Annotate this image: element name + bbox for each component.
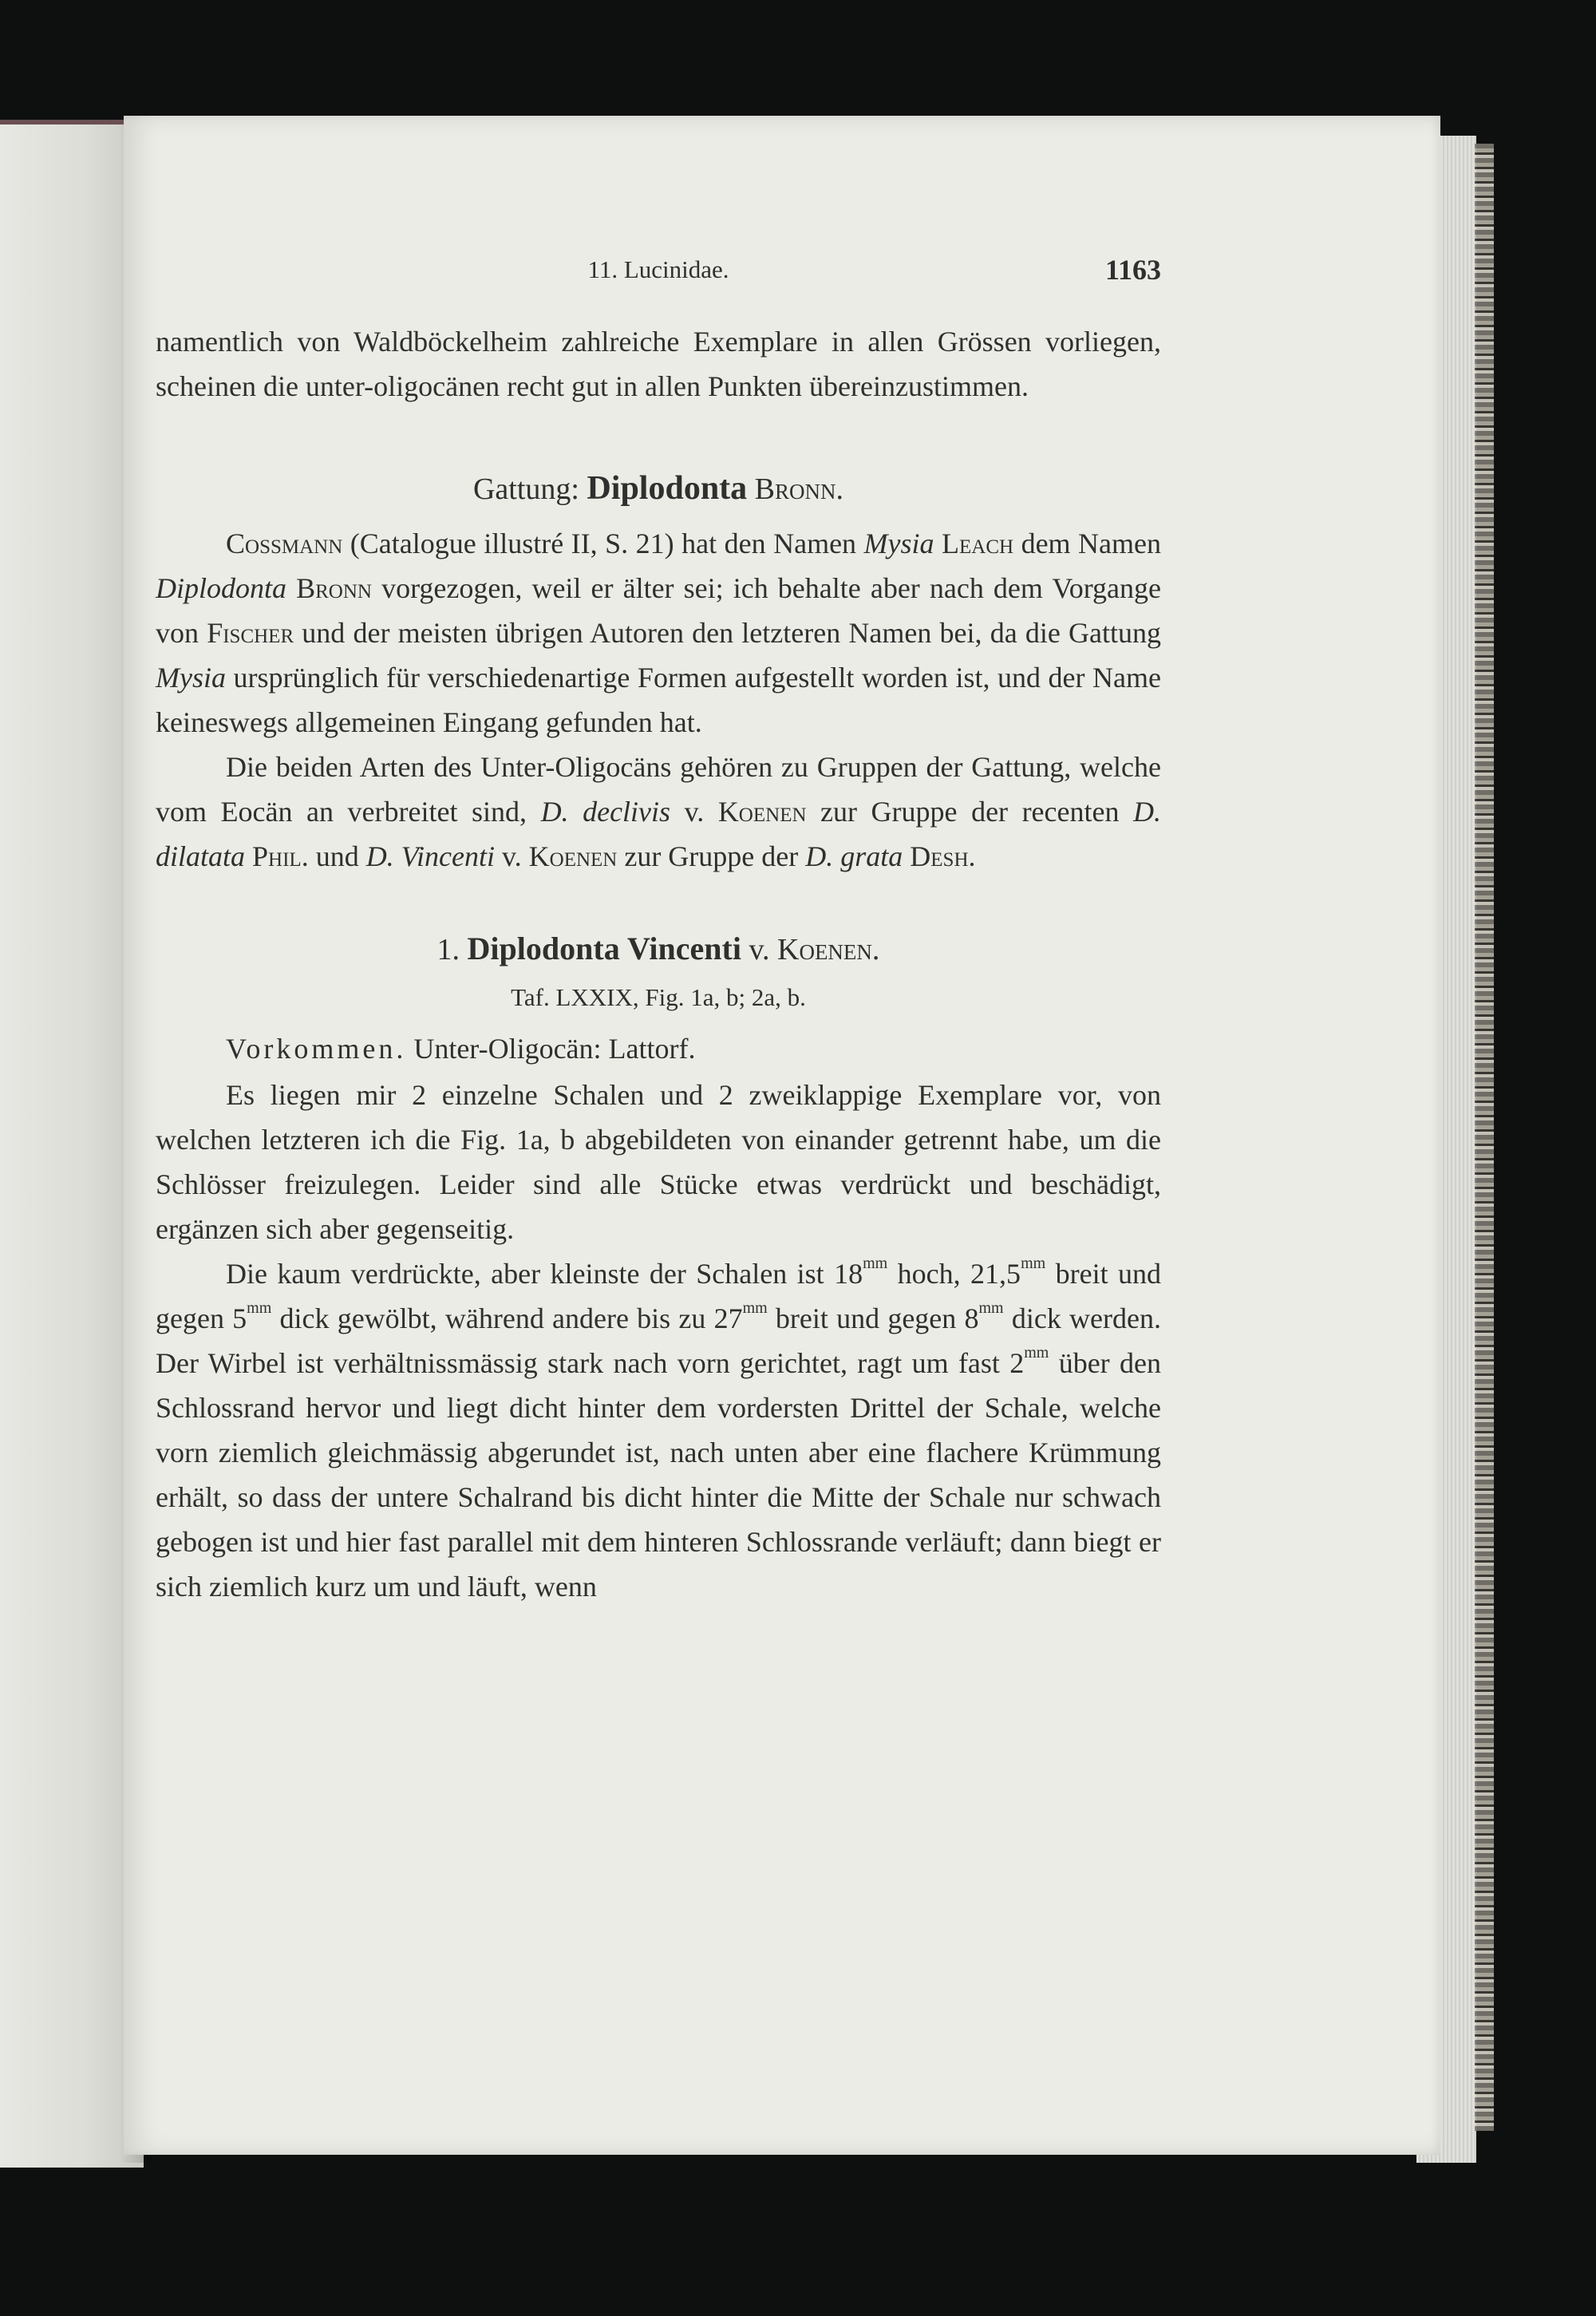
author-leach: Leach (942, 528, 1014, 559)
text-span: dem Namen (1013, 528, 1162, 559)
text-span: v. (670, 796, 718, 828)
occurrence-value: Unter-Oligocän: Lattorf. (406, 1033, 696, 1065)
occurrence-line (156, 1026, 1161, 1071)
genus-prefix: Gattung: (472, 472, 587, 506)
running-head (156, 247, 1161, 303)
text-span: hoch, 21,5 (887, 1258, 1021, 1290)
paragraph-specimens: Es liegen mir 2 einzelne Schalen und 2 zweiklappige Exemplare vor, von welchen letzteren ich die Fig. 1a, b abgebildeten von einander getrennt habe, um die Schlösser freizulegen. Leider sind alle Stücke etwas verdrückt und beschädigt, ergänzen sich aber gegenseitig. (156, 1079, 1161, 1245)
genus-heading (156, 466, 1161, 512)
unit-mm: mm (247, 1299, 272, 1317)
text-span: zur Gruppe der (617, 840, 806, 872)
page-text (156, 247, 1161, 1609)
paragraph-species-groups (156, 745, 1161, 879)
species-v: v. (749, 933, 770, 966)
text-span: v. (494, 840, 529, 872)
text-span: breit und gegen 8 (767, 1302, 979, 1334)
text-span: dick gewölbt, während andere bis zu 27 (271, 1302, 743, 1334)
author-bronn: Bronn (296, 572, 372, 604)
chapter-title: 11. Lucinidae. (587, 255, 729, 283)
text-span (245, 840, 252, 872)
unit-mm: mm (1024, 1344, 1049, 1362)
taxon-d-grata: D. grata (805, 840, 903, 872)
occurrence-label: Vorkommen. (226, 1033, 407, 1065)
text-span: zur Gruppe der recenten (806, 796, 1134, 828)
paragraph-description (156, 1251, 1161, 1609)
text-span: und (308, 840, 366, 872)
species-author: Koenen. (777, 933, 880, 966)
paragraph-continuation: namentlich von Waldböckelheim zahlreiche Exemplare in allen Grössen vorliegen, scheinen die unter-oligocänen recht gut in allen Punkten übereinzustimmen. (156, 326, 1161, 402)
taxon-diplodonta: Diplodonta (156, 572, 287, 604)
text-span: Die kaum verdrückte, aber kleinste der Schalen ist 18 (226, 1258, 863, 1290)
genus-author: Bronn. (754, 472, 844, 506)
text-span: dick werden. Der Wirbel ist verhältnissmässig stark nach vorn gerichtet, ragt um fast 2 (156, 1302, 1161, 1379)
unit-mm: mm (978, 1299, 1004, 1317)
species-name: Diplodonta Vincenti (467, 931, 741, 966)
taxon-mysia: Mysia (863, 528, 934, 559)
paragraph-genus-note (156, 521, 1161, 745)
taxon-d-dilatata: D. dilatata (156, 796, 1162, 872)
plate-reference: Taf. LXXIX, Fig. 1a, b; 2a, b. (511, 983, 806, 1011)
author-koenen-2: Koenen (528, 840, 618, 872)
species-heading (156, 927, 1161, 972)
taxon-d-declivis: D. declivis (540, 796, 671, 828)
unit-mm: mm (1021, 1255, 1046, 1272)
author-phil: Phil. (252, 840, 309, 872)
author-desh: Desh. (910, 840, 976, 872)
taxon-mysia-2: Mysia (156, 662, 226, 694)
genus-name: Diplodonta (587, 470, 748, 507)
text-span: über den Schlossrand hervor und liegt dicht hinter dem vordersten Drittel der Schale, welche vorn ziemlich gleichmässig abgerundet ist, nach unten aber eine flachere Krümmung erhält, so dass der untere Schalrand bis dicht hinter die Mitte der Schale nur schwach gebogen ist und hier fast parallel mit dem hinteren Schlossrande verläuft; dann biegt er sich ziemlich kurz um und läuft, wenn (156, 1347, 1161, 1603)
text-span: (Catalogue illustré II, S. 21) hat den Namen (342, 528, 864, 559)
text-span: ursprünglich für verschiedenartige Formen aufgestellt worden ist, und der Name keineswegs allgemeinen Eingang gefunden hat. (156, 662, 1161, 738)
taxon-d-vincenti: D. Vincenti (365, 840, 495, 872)
species-number: 1. (437, 933, 460, 966)
author-koenen: Koenen (717, 796, 807, 828)
text-span: vorgezogen, weil er älter sei; ich behalte aber nach dem Vorgange von (156, 572, 1162, 649)
unit-mm: mm (742, 1299, 768, 1317)
text-span: Die beiden Arten des Unter-Oligocäns gehören zu Gruppen der Gattung, welche vom Eocän an verbreitet sind, (156, 751, 1161, 828)
author-fischer: Fischer (207, 617, 294, 649)
text-span: breit und gegen 5 (156, 1258, 1161, 1334)
unit-mm: mm (863, 1255, 888, 1272)
text-span: und der meisten übrigen Autoren den letzteren Namen bei, da die Gattung (294, 617, 1161, 649)
text-span (903, 840, 910, 872)
marbled-cover-edge (1475, 144, 1494, 2131)
author-cossmann: Cossmann (226, 528, 343, 559)
page-number: 1163 (1104, 254, 1161, 286)
